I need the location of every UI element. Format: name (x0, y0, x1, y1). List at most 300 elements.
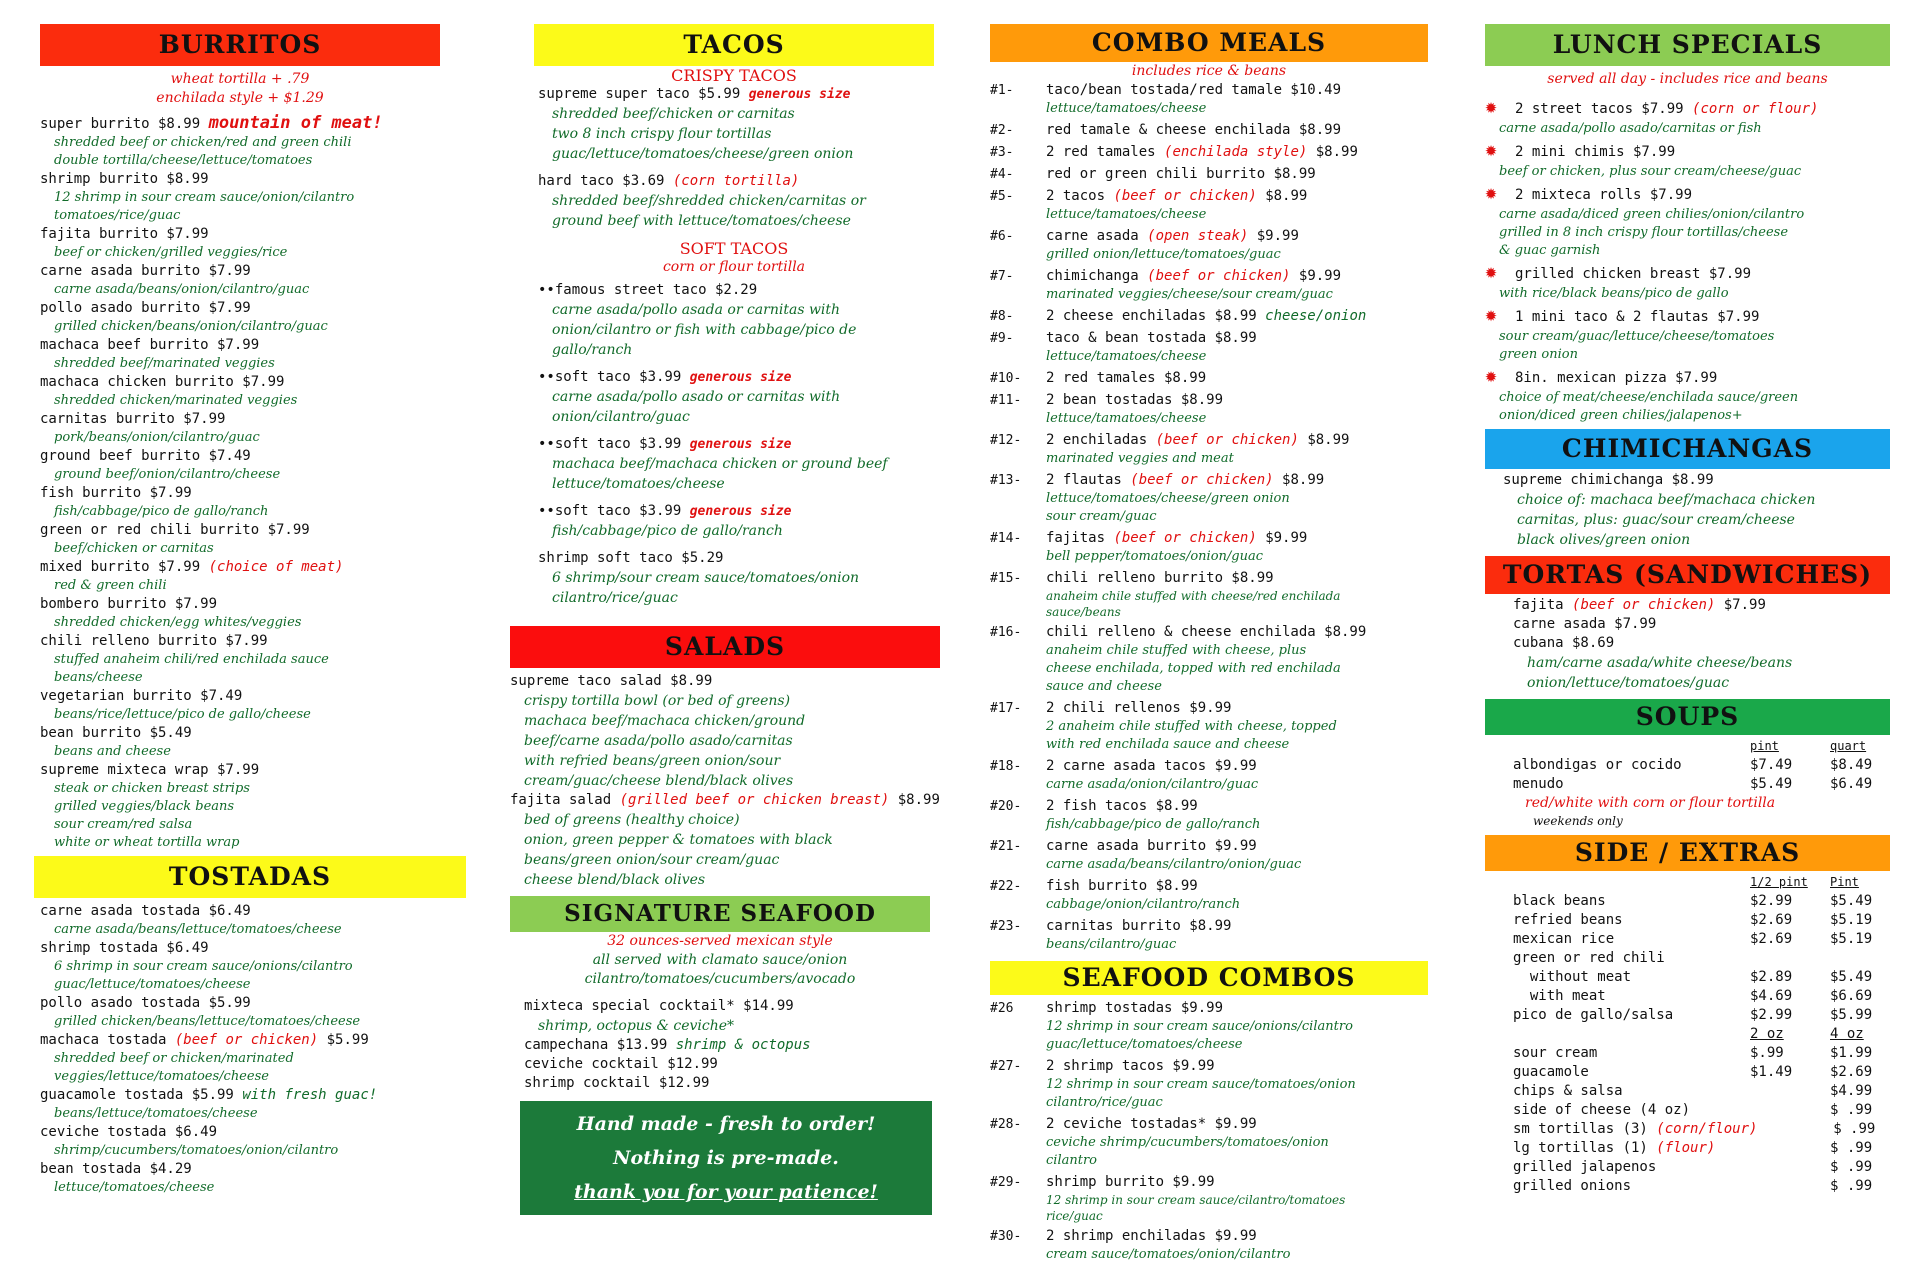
side-price-2: $5.99 (1830, 1007, 1873, 1023)
soft-taco-item (538, 281, 940, 300)
salad-desc: beans/green onion/sour cream/guac (524, 852, 780, 868)
combo-item-price: $9.99 (1298, 268, 1342, 284)
combo-item-number: #8- (990, 309, 1014, 324)
lunch-item (1485, 303, 1890, 328)
side-price-2: $2.69 (1830, 1064, 1873, 1080)
crispy-taco-item (538, 85, 940, 104)
side-row (1485, 968, 1890, 987)
side-row (1485, 1006, 1890, 1025)
combo-item-name: 2 chili rellenos $9.99 (1046, 700, 1232, 716)
seafood-combo-item (990, 1057, 1440, 1076)
side-row (1485, 892, 1890, 911)
fresh-notice-line-2: Nothing is pre-made. (613, 1147, 839, 1169)
seafood-item (524, 997, 940, 1016)
burrito-item (40, 373, 480, 392)
burrito-item-name: ground beef burrito $7.49 (40, 448, 251, 464)
torta-item-name: fajita (1513, 597, 1564, 613)
starburst-icon: ✹ (1485, 180, 1498, 204)
burrito-item-name: machaca beef burrito $7.99 (40, 337, 260, 353)
soft-taco-item-tag: generous size (689, 437, 792, 452)
seafood-combo-item-desc: 12 shrimp in sour cream sauce/onions/cilantro (1046, 1019, 1353, 1034)
starburst-icon: ✹ (1485, 259, 1498, 283)
burrito-item (40, 724, 480, 743)
combo-item (990, 757, 1440, 776)
burrito-desc: steak or chicken breast strips (54, 781, 250, 796)
tostada-desc: shrimp/cucumbers/tomatoes/onion/cilantro (54, 1143, 339, 1158)
spacer (538, 608, 940, 616)
combo-item-desc: sauce and cheese (1046, 679, 1162, 694)
combo-item-desc: bell pepper/tomatoes/onion/guac (1046, 549, 1263, 564)
burrito-desc: beef or chicken/grilled veggies/rice (54, 245, 288, 260)
burrito-item-name: pollo asado burrito $7.99 (40, 300, 251, 316)
combo-item-price: $9.99 (1256, 228, 1299, 244)
crispy-taco-item-name: supreme super taco $5.99 (538, 86, 741, 102)
starburst-icon: ✹ (1485, 302, 1498, 326)
soup-row (1485, 756, 1890, 775)
combo-item-number: #18- (990, 759, 1022, 774)
chimis-header: CHIMICHANGAS (1485, 429, 1890, 469)
combo-item (990, 797, 1440, 816)
soft-tacos-list (538, 281, 940, 616)
side-price-1: $4.69 (1750, 988, 1793, 1004)
combo-item-tag: (beef or chicken) (1130, 472, 1274, 488)
tostada-item-name: shrimp tostada $6.49 (40, 940, 209, 956)
burrito-item-name: bombero burrito $7.99 (40, 596, 218, 612)
tostada-item (40, 902, 480, 921)
side-row (1485, 1139, 1890, 1158)
lunch-item-name: 2 mini chimis $7.99 (1515, 144, 1676, 160)
salad-desc: with refried beans/green onion/sour (524, 753, 781, 769)
salads-list (510, 672, 940, 890)
burrito-item (40, 336, 480, 355)
seafood-combo-item-name: shrimp burrito $9.99 (1046, 1174, 1215, 1190)
combo-item (990, 121, 1440, 140)
tostada-item-name: guacamole tostada $5.99 (40, 1087, 234, 1103)
tostada-item-name: machaca tostada (40, 1032, 167, 1048)
combo-item-number: #11- (990, 393, 1022, 408)
combo-item-name: chimichanga (1046, 268, 1139, 284)
burrito-desc: grilled veggies/black beans (54, 799, 235, 814)
torta-item-name: carne asada $7.99 (1513, 616, 1657, 632)
tortas-header: TORTAS (SANDWICHES) (1485, 556, 1890, 594)
burritos-note: enchilada style + $1.29 (156, 90, 324, 106)
combo-item-name: red or green chili burrito $8.99 (1046, 166, 1316, 182)
soft-taco-item-name: ••soft taco $3.99 (538, 436, 682, 452)
side-tag: (flour) (1656, 1140, 1716, 1156)
combo-item-number: #2- (990, 123, 1014, 138)
side-name-text: sour cream (1513, 1045, 1598, 1061)
combo-item (990, 267, 1440, 286)
tostada-desc: shredded beef or chicken/marinated (54, 1051, 294, 1066)
side-price-2: $6.69 (1830, 988, 1873, 1004)
combo-item-desc: grilled onion/lettuce/tomatoes/guac (1046, 247, 1281, 262)
combo-item (990, 529, 1440, 548)
seafood-sub-2: all served with clamato sauce/onion (592, 952, 848, 968)
chimis-item: supreme chimichanga $8.99 (1503, 472, 1714, 488)
tostadas-header: TOSTADAS (34, 856, 466, 898)
combo-item-name: chili relleno burrito $8.99 (1046, 570, 1274, 586)
soups-list (1485, 737, 1890, 829)
combo-item-name: carne asada (1046, 228, 1139, 244)
seafood-combo-item (990, 1115, 1440, 1134)
combo-item-name: 2 carne asada tacos $9.99 (1046, 758, 1257, 774)
chimis-desc-1: choice of: machaca beef/machaca chicken (1517, 492, 1816, 508)
burrito-item (40, 299, 480, 318)
seafood-combo-item-name: shrimp tostadas $9.99 (1046, 1000, 1224, 1016)
combo-item-number: #20- (990, 799, 1022, 814)
column-2 (510, 24, 940, 1215)
combo-item-tag: (beef or chicken) (1113, 530, 1257, 546)
side-price-2 (1830, 949, 1890, 968)
combo-item (990, 81, 1440, 100)
combo-item-name: carne asada burrito $9.99 (1046, 838, 1257, 854)
tostada-item (40, 1086, 480, 1105)
tacos-header: TACOS (534, 24, 934, 66)
combo-item (990, 307, 1440, 326)
tostada-item-note: with fresh guac! (242, 1087, 378, 1103)
side-name-text: sm tortillas (3) (1513, 1121, 1648, 1137)
crispy-taco-desc: guac/lettuce/tomatoes/cheese/green onion (552, 146, 854, 162)
lunch-item (1485, 138, 1890, 163)
soup-name: albondigas or cocido (1513, 757, 1682, 773)
side-name (1485, 1120, 1757, 1139)
seafood-combo-item-desc: cilantro/rice/guac (1046, 1095, 1163, 1110)
spacer (1485, 873, 1750, 892)
combo-item-name: fajitas (1046, 530, 1106, 546)
side-price-2: $5.49 (1830, 893, 1873, 909)
combo-item (990, 165, 1440, 184)
sides-col-1: 1/2 pint (1750, 875, 1808, 889)
burrito-desc: stuffed anaheim chili/red enchilada sauce (54, 652, 329, 667)
lunch-item (1485, 364, 1890, 389)
spacer (538, 164, 940, 172)
seafood-combo-item-desc: 12 shrimp in sour cream sauce/tomatoes/onion (1046, 1077, 1356, 1092)
sides-list (1485, 873, 1890, 1196)
combo-item-desc: with red enchilada sauce and cheese (1046, 737, 1290, 752)
combo-item-number: #4- (990, 167, 1014, 182)
combo-item-name: 2 enchiladas (1046, 432, 1148, 448)
soup-name: menudo (1513, 776, 1564, 792)
burrito-item-name: fish burrito $7.99 (40, 485, 192, 501)
tostada-item-name: carne asada tostada $6.49 (40, 903, 251, 919)
side-price-2: $ .99 (1830, 1140, 1873, 1156)
combo-item-desc: sauce/beans (1046, 605, 1121, 619)
salad-item-price: $8.99 (897, 792, 940, 808)
soft-taco-item (538, 502, 940, 521)
burrito-item (40, 225, 480, 244)
burrito-item-name: green or red chili burrito $7.99 (40, 522, 310, 538)
side-price-1 (1750, 949, 1830, 968)
soft-taco-desc: machaca beef/machaca chicken or ground beef (552, 456, 888, 472)
side-price-1: $1.49 (1750, 1064, 1793, 1080)
burrito-desc: beef/chicken or carnitas (54, 541, 214, 556)
seafood-item (524, 1074, 940, 1093)
chimis-desc-2: carnitas, plus: guac/sour cream/cheese (1517, 512, 1795, 528)
burrito-item-tag: mountain of meat! (208, 113, 383, 133)
soft-taco-item-name: ••famous street taco $2.29 (538, 282, 758, 298)
side-price-2: $ .99 (1833, 1121, 1876, 1137)
lunch-desc: carne asada/diced green chilies/onion/cilantro (1499, 207, 1805, 222)
seafood-header: SIGNATURE SEAFOOD (510, 896, 930, 932)
combo-item-desc: marinated veggies/cheese/sour cream/guac (1046, 287, 1333, 302)
crispy-taco-item-name: hard taco $3.69 (538, 173, 665, 189)
side-name-text: without meat (1513, 969, 1632, 985)
salad-item-name: fajita salad (510, 792, 612, 808)
seafood-combo-list (990, 999, 1440, 1267)
burrito-item (40, 632, 480, 651)
combo-item-number: #16- (990, 625, 1022, 640)
tostada-item (40, 939, 480, 958)
sides-col-2: Pint (1830, 875, 1859, 889)
crispy-taco-desc: two 8 inch crispy flour tortillas (552, 126, 772, 142)
burrito-item (40, 595, 480, 614)
soft-taco-desc: onion/cilantro or fish with cabbage/pico de (552, 322, 857, 338)
burrito-desc: white or wheat tortilla wrap (54, 835, 240, 850)
combo-item-name: 2 cheese enchiladas $8.99 (1046, 308, 1257, 324)
lunch-list (1485, 95, 1890, 425)
soups-col-2: quart (1830, 739, 1867, 753)
seafood-combos-header: SEAFOOD COMBOS (990, 961, 1428, 995)
soup-quart-price: $6.49 (1830, 776, 1873, 792)
torta-item-name: cubana $8.69 (1513, 635, 1615, 651)
sides-header-row (1485, 873, 1890, 892)
burrito-desc: beans/rice/lettuce/pico de gallo/cheese (54, 707, 311, 722)
crispy-taco-item-tag: (corn tortilla) (672, 173, 800, 189)
burrito-item (40, 410, 480, 429)
burrito-item (40, 114, 480, 134)
tostada-item-name: bean tostada $4.29 (40, 1161, 192, 1177)
seafood-item-name: shrimp cocktail $12.99 (524, 1075, 710, 1091)
side-name (1485, 930, 1750, 949)
combo-item-price: $8.99 (1265, 188, 1308, 204)
combo-item-price: $9.99 (1265, 530, 1308, 546)
seafood-combo-item (990, 999, 1440, 1018)
side-name-text: lg tortillas (1) (1513, 1140, 1648, 1156)
combo-item-name: carnitas burrito $8.99 (1046, 918, 1232, 934)
crispy-taco-desc: shredded beef/shredded chicken/carnitas or (552, 193, 866, 209)
chimis-body (1485, 471, 1890, 550)
side-name (1485, 1139, 1750, 1158)
lunch-desc: carne asada/pollo asado/carnitas or fish (1499, 121, 1762, 136)
burrito-item (40, 687, 480, 706)
combo-item-desc: marinated veggies and meat (1046, 451, 1234, 466)
combo-item (990, 569, 1440, 588)
side-row (1485, 1082, 1890, 1101)
combo-item-price: $8.99 (1315, 144, 1358, 160)
tostada-item (40, 994, 480, 1013)
seafood-desc: shrimp, octopus & ceviche* (538, 1018, 735, 1034)
soup-row (1485, 775, 1890, 794)
side-price-2: $ .99 (1830, 1102, 1873, 1118)
side-name-text: grilled onions (1513, 1178, 1632, 1194)
salad-desc: machaca beef/machaca chicken/ground (524, 713, 806, 729)
torta-desc: ham/carne asada/white cheese/beans (1527, 655, 1793, 671)
lunch-item-name: 2 street tacos $7.99 (1515, 101, 1684, 117)
combo-item (990, 837, 1440, 856)
combo-item-name: chili relleno & cheese enchilada $8.99 (1046, 624, 1367, 640)
side-name-text: side of cheese (4 oz) (1513, 1102, 1691, 1118)
lunch-item-name: grilled chicken breast $7.99 (1515, 266, 1752, 282)
seafood-item (524, 1036, 940, 1055)
combo-item-number: #12- (990, 433, 1022, 448)
soup-pint-price: $5.49 (1750, 776, 1793, 792)
burrito-desc: shredded beef/marinated veggies (54, 356, 275, 371)
lunch-item-tag: (corn or flour) (1692, 101, 1819, 117)
side-tag: (corn/flour) (1656, 1121, 1758, 1137)
combo-item-desc: carne asada/beans/cilantro/onion/guac (1046, 857, 1302, 872)
seafood-combo-item-number: #28- (990, 1117, 1022, 1132)
burrito-item-name: supreme mixteca wrap $7.99 (40, 762, 260, 778)
combo-item-number: #10- (990, 371, 1022, 386)
side-name (1485, 892, 1750, 911)
salad-desc: cheese blend/black olives (524, 872, 706, 888)
soft-taco-desc: cilantro/rice/guac (552, 590, 678, 606)
soft-taco-item-tag: generous size (689, 370, 792, 385)
lunch-desc: with rice/black beans/pico de gallo (1499, 286, 1729, 301)
spacer (1485, 737, 1750, 756)
lunch-header: LUNCH SPECIALS (1485, 24, 1890, 66)
lunch-item (1485, 95, 1890, 120)
soft-taco-desc: lettuce/tomatoes/cheese (552, 476, 725, 492)
combo-item-number: #6- (990, 229, 1014, 244)
combo-item-number: #13- (990, 473, 1022, 488)
combo-item-desc: anaheim chile stuffed with cheese/red enchilada (1046, 589, 1341, 603)
salad-desc: cream/guac/cheese blend/black olives (524, 773, 794, 789)
burrito-desc: ground beef/onion/cilantro/cheese (54, 467, 281, 482)
burrito-item-name: carne asada burrito $7.99 (40, 263, 251, 279)
lunch-desc: beef or chicken, plus sour cream/cheese/guac (1499, 164, 1802, 179)
burrito-item-name: bean burrito $5.49 (40, 725, 192, 741)
sides-header: SIDE / EXTRAS (1485, 835, 1890, 871)
burrito-item-name: carnitas burrito $7.99 (40, 411, 226, 427)
side-price-2: $5.19 (1830, 931, 1873, 947)
side-name-text: with meat (1513, 988, 1606, 1004)
tostada-desc: guac/lettuce/tomatoes/cheese (54, 977, 251, 992)
burrito-item-tag: (choice of meat) (208, 559, 344, 575)
combo-item-name: 2 flautas (1046, 472, 1122, 488)
combo-item-desc: 2 anaheim chile stuffed with cheese, topped (1046, 719, 1337, 734)
combo-item-tag: (beef or chicken) (1113, 188, 1257, 204)
seafood-combo-item (990, 1227, 1440, 1246)
combo-item-note: cheese/onion (1265, 308, 1367, 324)
side-name (1485, 1063, 1750, 1082)
side-name (1485, 1044, 1750, 1063)
combo-item-number: #1- (990, 83, 1014, 98)
combo-item (990, 623, 1440, 642)
seafood-combo-item-desc: cilantro (1046, 1153, 1097, 1168)
combo-item-number: #22- (990, 879, 1022, 894)
burrito-desc: beans and cheese (54, 744, 171, 759)
seafood-combo-item-name: 2 shrimp tacos $9.99 (1046, 1058, 1215, 1074)
side-row (1485, 1044, 1890, 1063)
lunch-item (1485, 260, 1890, 285)
seafood-sub-1: 32 ounces-served mexican style (607, 933, 833, 949)
lunch-desc: & guac garnish (1499, 243, 1601, 258)
soft-taco-item (538, 368, 940, 387)
salad-desc: onion, green pepper & tomatoes with black (524, 832, 833, 848)
side-price-1 (1750, 1139, 1830, 1158)
combo-item-number: #21- (990, 839, 1022, 854)
side-name (1485, 1082, 1750, 1101)
torta-desc: onion/lettuce/tomatoes/guac (1527, 675, 1730, 691)
tostada-desc: lettuce/tomatoes/cheese (54, 1180, 215, 1195)
combo-item (990, 329, 1440, 348)
salad-item-tag: (grilled beef or chicken breast) (619, 792, 890, 808)
seafood-combo-item-desc: 12 shrimp in sour cream sauce/cilantro/tomatoes (1046, 1193, 1346, 1207)
side-price-1: $2.69 (1750, 912, 1793, 928)
side-row (1485, 1063, 1890, 1082)
crispy-tacos-list (538, 85, 940, 239)
side-price-1: $2.69 (1750, 931, 1793, 947)
lunch-desc: grilled in 8 inch crispy flour tortillas/cheese (1499, 225, 1789, 240)
tostada-desc: grilled chicken/beans/lettuce/tomatoes/cheese (54, 1014, 361, 1029)
burrito-item (40, 170, 480, 189)
side-price-1 (1750, 1101, 1830, 1120)
side-price-2: $1.99 (1830, 1045, 1873, 1061)
combo-item-number: #17- (990, 701, 1022, 716)
burrito-item-name: machaca chicken burrito $7.99 (40, 374, 285, 390)
side-name-text: refried beans (1513, 912, 1623, 928)
tostada-item-name: pollo asado tostada $5.99 (40, 995, 251, 1011)
side-name (1485, 1101, 1750, 1120)
side-name-text: mexican rice (1513, 931, 1615, 947)
combo-item-tag: (beef or chicken) (1147, 268, 1291, 284)
tostada-desc: beans/lettuce/tomatoes/cheese (54, 1106, 258, 1121)
side-price-2: 4 oz (1830, 1026, 1864, 1042)
burritos-list (40, 114, 480, 852)
lunch-item-name: 2 mixteca rolls $7.99 (1515, 187, 1693, 203)
combo-header: COMBO MEALS (990, 24, 1428, 62)
combo-item-desc: fish/cabbage/pico de gallo/ranch (1046, 817, 1261, 832)
fresh-notice-line-3: thank you for your patience! (574, 1181, 878, 1203)
soft-taco-item (538, 435, 940, 454)
side-row (1485, 1101, 1890, 1120)
side-price-2: $ .99 (1830, 1159, 1873, 1175)
combo-item-desc: lettuce/tamatoes/cheese (1046, 101, 1207, 116)
side-name (1485, 1006, 1750, 1025)
seafood-combo-item-number: #30- (990, 1229, 1022, 1244)
combo-item-number: #3- (990, 145, 1014, 160)
seafood-list (524, 997, 940, 1093)
fresh-notice-box (520, 1101, 932, 1215)
side-price-1: $2.99 (1750, 1007, 1793, 1023)
tostada-desc: 6 shrimp in sour cream sauce/onions/cilantro (54, 959, 353, 974)
combo-item-name: fish burrito $8.99 (1046, 878, 1198, 894)
lunch-sub: served all day - includes rice and beans (1547, 71, 1828, 87)
salad-item (510, 791, 940, 810)
combo-item-name: 2 red tamales $8.99 (1046, 370, 1207, 386)
column-1 (40, 24, 480, 1197)
burrito-item (40, 558, 480, 577)
soft-taco-item-name: ••soft taco $3.99 (538, 369, 682, 385)
side-row (1485, 1120, 1890, 1139)
burrito-item-name: vegetarian burrito $7.49 (40, 688, 243, 704)
starburst-icon: ✹ (1485, 94, 1498, 118)
soup-pint-price: $7.49 (1750, 757, 1793, 773)
combo-item-desc: sour cream/guac (1046, 509, 1157, 524)
side-row (1485, 930, 1890, 949)
combo-item-tag: (enchilada style) (1164, 144, 1308, 160)
side-name (1485, 968, 1750, 987)
seafood-combo-item-desc: ceviche shrimp/cucumbers/tomatoes/onion (1046, 1135, 1329, 1150)
side-row (1485, 1158, 1890, 1177)
side-name-text: black beans (1513, 893, 1606, 909)
combo-item-desc: lettuce/tomatoes/cheese/green onion (1046, 491, 1290, 506)
combo-item-name: taco/bean tostada/red tamale $10.49 (1046, 82, 1342, 98)
seafood-combo-item-desc: guac/lettuce/tomatoes/cheese (1046, 1037, 1243, 1052)
column-3 (990, 24, 1440, 1267)
soft-taco-desc: carne asada/pollo asada or carnitas with (552, 302, 841, 318)
